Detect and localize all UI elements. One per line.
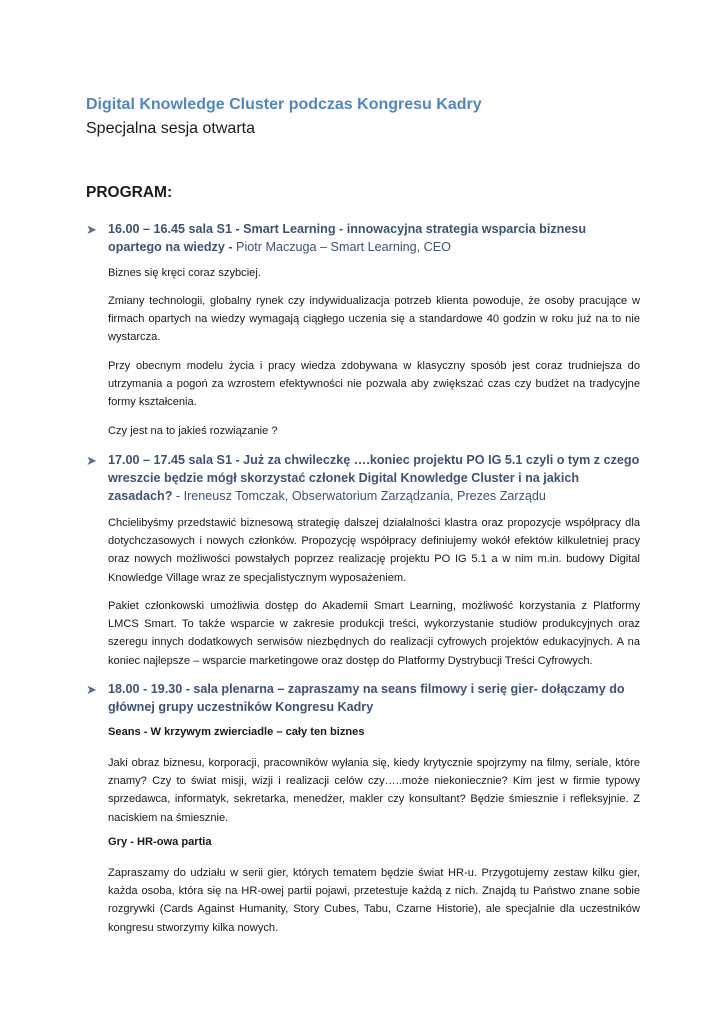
- program-item-3-heading: [108, 680, 640, 716]
- document-subtitle: Specjalna sesja otwarta: [86, 120, 255, 137]
- program-item-3-paragraph: Jaki obraz biznesu, korporacji, pracowników wyłania się, kiedy krytycznie spojrzymy na filmy, seriale, które znamy? Czy to świat misji, wizji i realizacji celów czy…..może niekoniecznie? Kim jest w firmie typowy sprzedawca, informatyk, sekretarka, menedżer, makler czy konsultant? Będzie śmiesznie i refleksyjnie. Z naciskiem na śmiesznie.: [108, 757, 640, 824]
- program-item-2-speaker: - Ireneusz Tomczak, Obserwatorium Zarządzania, Prezes Zarządu: [172, 489, 546, 503]
- program-item-1-heading: [108, 220, 640, 256]
- program-item-3-paragraph: Zapraszamy do udziału w serii gier, których tematem będzie świat HR-u. Przygotujemy zestaw kilku gier, każda osoba, która się na HR-owej partii pojawi, przetestuje każdą z nich. Znajdą tu Państwo znane sobie rozgrywki (Cards Against Humanity, Story Cubes, Tabu, Czarne Historie), ale specjalnie dla uczestników kongresu stworzymy kilka nowych.: [108, 867, 640, 934]
- program-item-2-time-title: 17.00 – 17.45 sala S1 - Już za chwileczkę ….koniec projektu PO IG 5.1 czyli o tym z czego wreszcie będzie mógł skorzystać członek Digital Knowledge Cluster i na jakich zasadach?: [108, 453, 640, 503]
- arrow-bullet-icon: ➤: [86, 453, 97, 468]
- program-item-3-time-title: 18.00 - 19.30 - sala plenarna – zapraszamy na seans filmowy i serię gier- dołączamy do głównej grupy uczestników Kongresu Kadry: [108, 682, 625, 714]
- program-item-2-paragraph: Pakiet członkowski umożliwia dostęp do Akademii Smart Learning, możliwość korzystania z Platformy LMCS Smart. To także wsparcie w zakresie produkcji treści, wykorzystanie studiów produkcyjnych oraz szeregu innych dodatkowych serwisów niezbędnych do realizacji cyfrowych projektów edukacyjnych. A na koniec najlepsze – wsparcie marketingowe oraz dostęp do Platformy Dystrybucji Treści Cyfrowych.: [108, 600, 640, 667]
- program-item-1-time-title: 16.00 – 16.45 sala S1 - Smart Learning - innowacyjna strategia wsparcia biznesu opartego na wiedzy -: [108, 222, 587, 254]
- program-item-3-subheading-film: Seans - W krzywym zwierciadle – cały ten biznes: [108, 726, 365, 738]
- arrow-bullet-icon: ➤: [86, 682, 97, 697]
- program-item-2-heading: [108, 451, 640, 505]
- program-item-1-paragraph: Czy jest na to jakieś rozwiązanie ?: [108, 425, 278, 437]
- program-heading: PROGRAM:: [86, 184, 173, 201]
- document-title: Digital Knowledge Cluster podczas Kongresu Kadry: [86, 96, 482, 113]
- arrow-bullet-icon: ➤: [86, 222, 97, 237]
- program-item-3-subheading-games: Gry - HR-owa partia: [108, 836, 212, 848]
- program-item-2-paragraph: Chcielibyśmy przedstawić biznesową strategię dalszej działalności klastra oraz propozycje współpracy dla dotychczasowych i nowych członków. Propozycję współpracy definiujemy wokół efektów kilkuletniej pracy oraz nowych możliwości powstałych poprzez realizację projektu PO IG 5.1 a w nim m.in. budowy Digital Knowledge Village wraz ze specjalistycznym wyposażeniem.: [108, 517, 640, 584]
- program-item-1-paragraph: Biznes się kręci coraz szybciej.: [108, 267, 261, 279]
- program-item-1-paragraph: Przy obecnym modelu życia i pracy wiedza zdobywana w klasyczny sposób jest coraz trudniejsza do utrzymania a pogoń za wzrostem efektywności nie pozwala aby zwiększać czas czy budżet na tradycyjne formy kształcenia.: [108, 360, 640, 409]
- program-item-1-speaker: Piotr Maczuga – Smart Learning, CEO: [232, 240, 451, 254]
- program-item-1-paragraph: Zmiany technologii, globalny rynek czy indywidualizacja potrzeb klienta powoduje, że osoby pracujące w firmach opartych na wiedzy wymagają ciągłego uczenia się a standardowe 40 godzin w roku już na to nie wystarcza.: [108, 295, 640, 344]
